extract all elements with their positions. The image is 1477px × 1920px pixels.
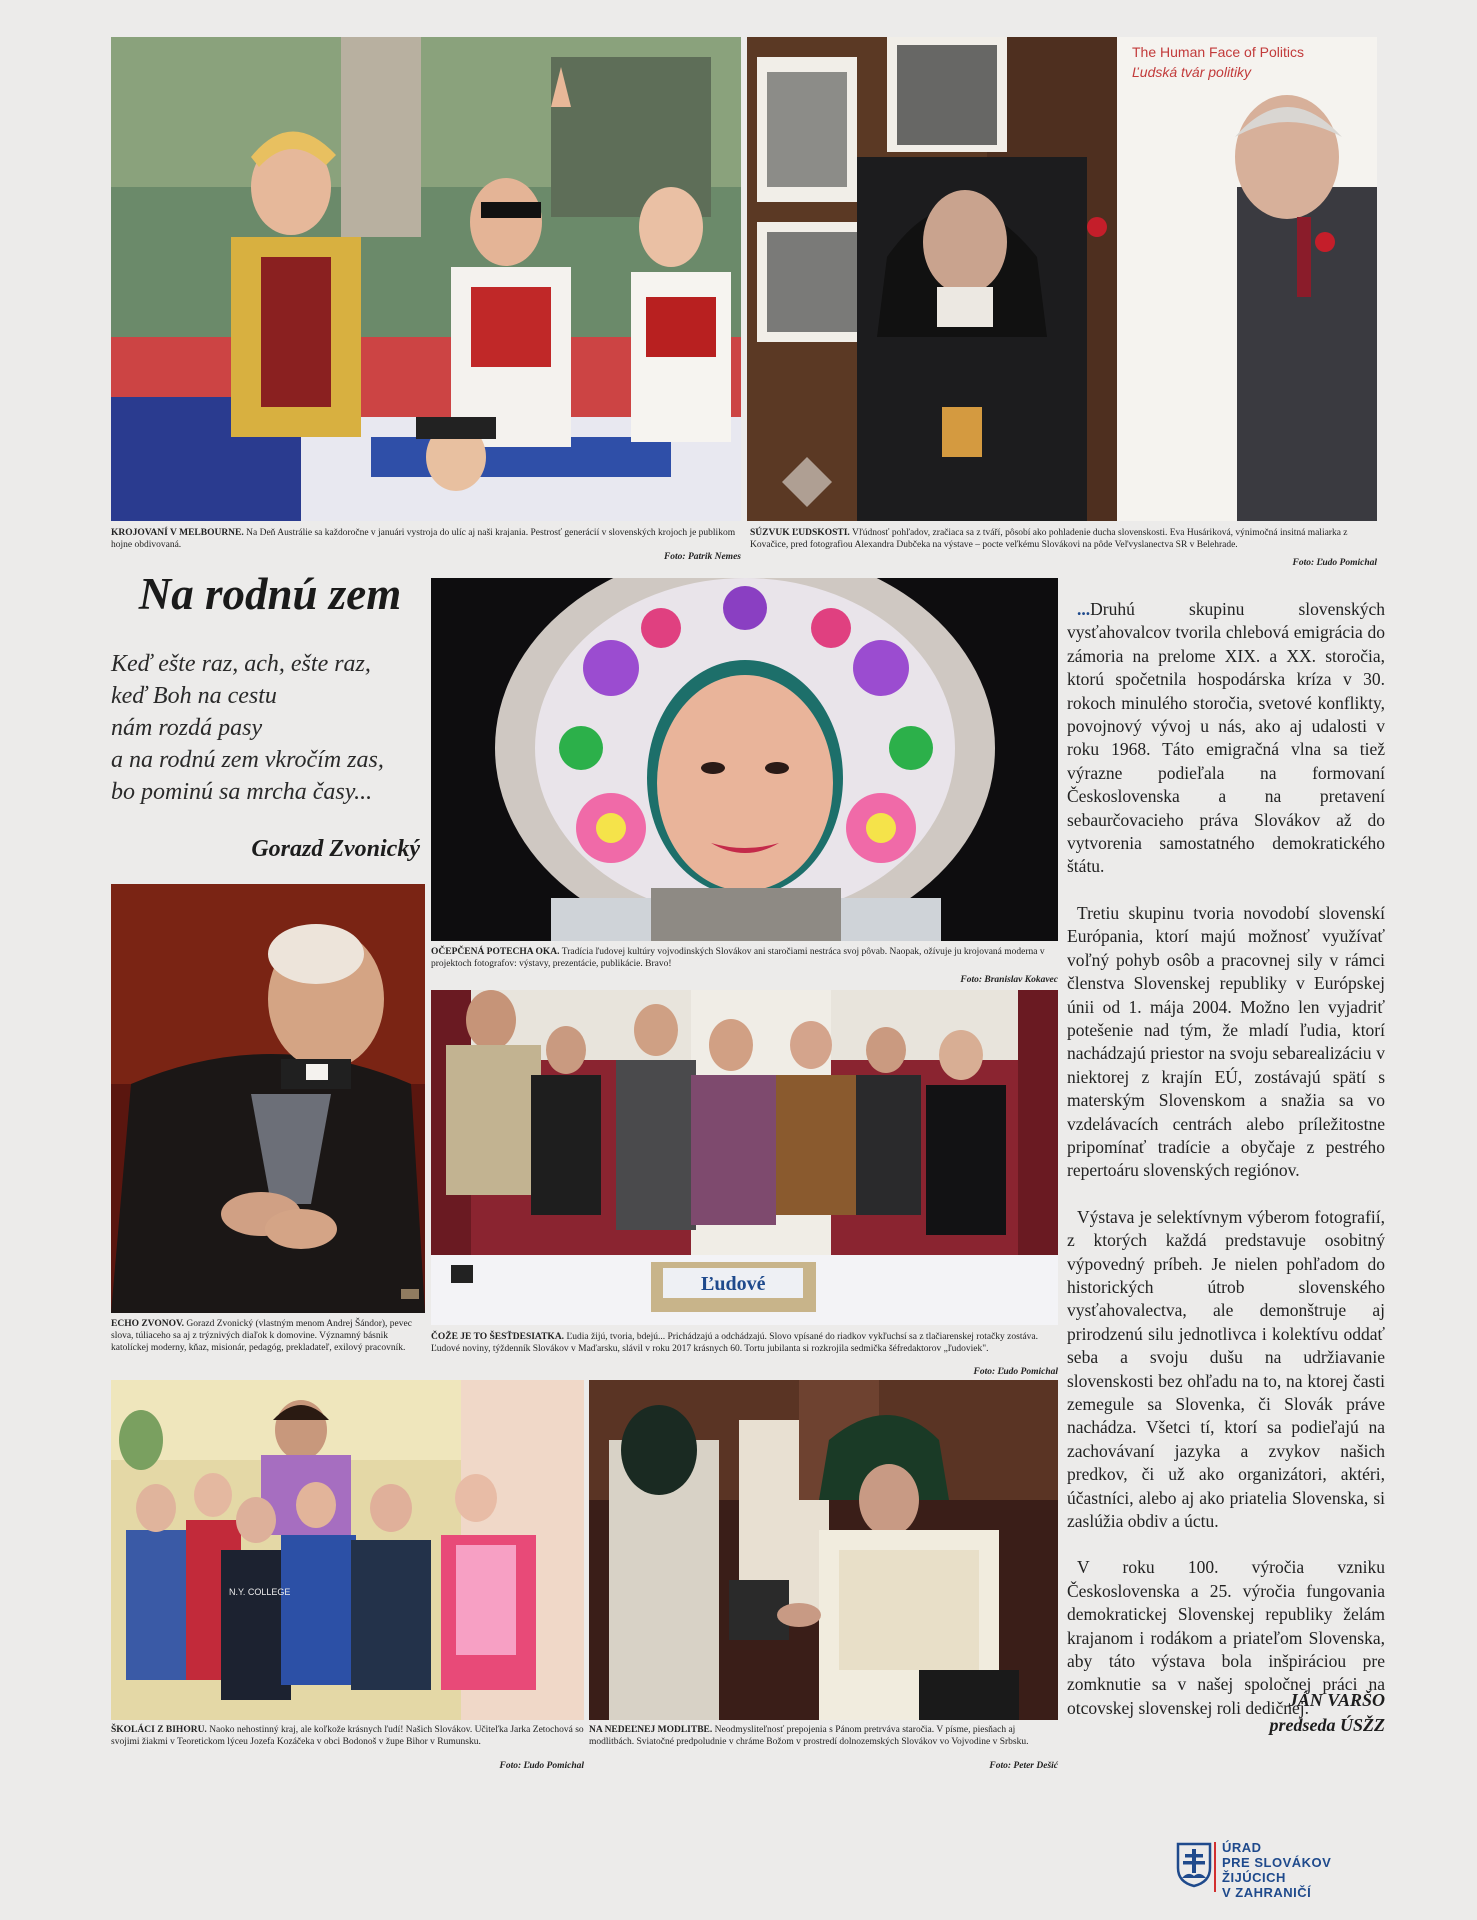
poem-title: Na rodnú zem [138, 569, 402, 619]
office-logo [1176, 1838, 1356, 1898]
caption-text: Na Deň Austrálie sa každoročne v januári vystroja do ulíc aj naši krajania. Pestrosť generácií v slovenských krojoch je publikom hojne obdivovaná. [111, 528, 736, 550]
signature-title: predseda ÚSŽZ [1269, 1715, 1385, 1735]
poem-line: a na rodnú zem vkročím zas, [111, 747, 384, 773]
photo-credit: Foto: Peter Dešić [989, 1761, 1058, 1771]
caption-lead: ECHO ZVONOV. [111, 1319, 185, 1329]
signature [1160, 1688, 1385, 1738]
lead-dots: ... [1077, 599, 1091, 619]
signature-name: JÁN VARŠO [1288, 1690, 1385, 1710]
poem-author: Gorazd Zvonický [251, 836, 420, 862]
logo-divider [1214, 1842, 1216, 1892]
caption-zvonov [111, 1318, 425, 1354]
photo-credit: Foto: Branislav Kokavec [960, 975, 1058, 985]
caption-lead: SÚZVUK ĽUDSKOSTI. [750, 528, 850, 538]
poem-line: Keď ešte raz, ach, ešte raz, [111, 651, 371, 677]
photo-potecha [431, 578, 1058, 941]
cake-text: Ľudové [701, 1273, 766, 1295]
caption-melbourne [111, 527, 741, 551]
photo-sestdesiatka [431, 990, 1058, 1325]
caption-text: Vľúdnosť pohľadov, zračiaca sa z tváří, pôsobí ako pohladenie ducha slovenskosti. Eva Husáriková, výnimočná insitná maliarka z Kovačice, pred fotografiou Alexandra Dubčeka na výstave – pocte veľkému Slovákovi na pôde Veľvyslanectva SR v Belehrade. [750, 528, 1348, 550]
article-paragraph: ...Druhú skupinu slovenských vysťahovalcov tvorila chlebová emigrácia do zámoria na prelome XIX. a XX. storočia, ktorú spočetnila hospodárska kríza v 30. rokoch minulého storočia, svetové konflikty, povojnový vývoj u nás, ako aj udalosti v roku 1968. Táto emigračná vlna sa tiež výrazne podieľala na formovaní Československa a na pretavení sebaurčovacieho práva Slovákov až do vytvorenia samostatného demokratického štátu. [1067, 599, 1385, 877]
logo-text: ÚRAD PRE SLOVÁKOV ŽIJÚCICH V ZAHRANIČÍ [1222, 1840, 1332, 1900]
caption-text: Gorazd Zvonický (vlastným menom Andrej Šándor), pevec slova, túliaceho sa aj z trýznivých diaľok k domovine. Významný básnik katolíckej moderny, kňaz, misionár, pedagóg, prekladateľ, exilový pracovník. [111, 1319, 412, 1353]
caption-lead: KROJOVANÍ V MELBOURNE. [111, 528, 244, 538]
poem-line: keď Boh na cestu [111, 683, 277, 709]
slovak-crest-icon [1176, 1842, 1212, 1888]
caption-potecha [431, 946, 1058, 970]
caption-modlitba [589, 1724, 1058, 1748]
article-paragraph: Výstava je selektívnym výberom fotografií, z ktorých každá predstavuje osobitný výpovedný príbeh. Je nielen pohľadom do historických útrob slovenského vysťahovalectva, ale demonštruje aj prirodzenú silu jednotlivca i kolektívu oddať seba a svoju dušu na udržiavanie slovenskosti bez ohľadu na to, na ktorej časti zemegule sa Slovenka, či Slovák práve nachádza. Všetci tí, ktorí sa podieľajú na zachovávaní jazyka a zvykov našich predkov, či už ako organizátori, aktéri, účastníci, alebo aj ako priatelia Slovenska, si zaslúžia obdiv a úctu. [1067, 1206, 1385, 1532]
photo-melbourne [111, 37, 741, 521]
poem [111, 648, 441, 808]
photo-credit: Foto: Ľudo Pomichal [499, 1761, 584, 1771]
photo-credit: Foto: Patrik Nemes [663, 552, 741, 562]
caption-text: Tradícia ľudovej kultúry vojvodinských Slovákov ani staročiami nestráca svoj pôvab. Naopak, ožívuje ju krojovaná moderna v projektoch fotografov: výstavy, prezentácie, publikácie. Bravo! [431, 947, 1045, 969]
caption-lead: NA NEDEĽNEJ MODLITBE. [589, 1725, 713, 1735]
poem-line: nám rozdá pasy [111, 715, 263, 741]
article-paragraph: V roku 100. výročia vzniku Československa a 25. výročia fungovania demokratickej Slovenskej republiky želám krajanom i rodákom a priateľom Slovenska, aby táto výstava bola inšpiráciou pre zomknutie sa v našej spoločnej práci na otcovskej slovenskej roli dedičnej. [1067, 1557, 1385, 1718]
poem-line: bo pominú sa mrcha časy... [111, 779, 373, 805]
article-text [1067, 598, 1385, 1743]
photo-ludskost [747, 37, 1377, 521]
photo-credit: Foto: Ľudo Pomichal [973, 1367, 1058, 1377]
poster-text-sk: Ľudská tvár politiky [1132, 64, 1252, 80]
caption-text: Naoko nehostinný kraj, ale koľkože krásnych ľudí! Našich Slovákov. Učiteľka Jarka Zetochová so svojimi žiakmi v Teoretickom lýceu Jozefa Kozáčeka v obci Bodonoš v župe Bihor v Rumunsku. [111, 1725, 584, 1747]
caption-lead: OČEPČENÁ POTECHA OKA. [431, 947, 560, 957]
shirt-text: N.Y. COLLEGE [229, 1587, 291, 1597]
photo-credit: Foto: Ľudo Pomichal [1292, 558, 1377, 568]
caption-skolaci [111, 1724, 584, 1748]
article-paragraph: Tretiu skupinu tvoria novodobí slovenskí Európania, ktorí majú možnosť využívať voľný pohyb osôb a pracovnej sily v rámci členstva Slovenskej republiky v Európskej únii od 1. mája 2004. Možno len vyjadriť potešenie nad tým, že mladí ľudia, ktorí nachádzajú priestor na svoju sebarealizáciu v niektorej z krajín EÚ, zostávajú spätí s materským Slovenskom a snažia sa vo vzdelávacích centrách alebo príležitostne pripomínať tradície a obyčaje z pestrého repertoáru slovenských regiónov. [1067, 902, 1385, 1181]
caption-lead: ŠKOLÁCI Z BIHORU. [111, 1725, 207, 1735]
poster-text-en: The Human Face of Politics [1132, 44, 1304, 60]
caption-lead: ČOŽE JE TO ŠESŤDESIATKA. [431, 1332, 565, 1342]
photo-skolaci [111, 1380, 584, 1720]
photo-modlitba [589, 1380, 1058, 1720]
caption-text: Neodmysliteľnosť prepojenia s Pánom pretrváva staročia. V písme, piesňach aj modlitbách. Sviatočné predpoludnie v chráme Božom v prostredí dolnozemských Slovákov vo Vojvodine v Srbsku. [589, 1725, 1029, 1747]
caption-sestdesiatka [431, 1331, 1058, 1355]
caption-text: Ľudia žijú, tvoria, bdejú... Prichádzajú a odchádzajú. Slovo vpísané do riadkov vykľuchsí sa z tlačiarenskej rotačky zostáva. Ľudové noviny, týždenník Slovákov v Maďarsku, slávil v roku 2017 krásnych 60. Tortu jubilanta si rozkrojila sedmička šéfredaktorov „ľudoviek". [431, 1332, 1039, 1354]
caption-ludskost [750, 527, 1377, 551]
photo-zvonov [111, 884, 425, 1313]
